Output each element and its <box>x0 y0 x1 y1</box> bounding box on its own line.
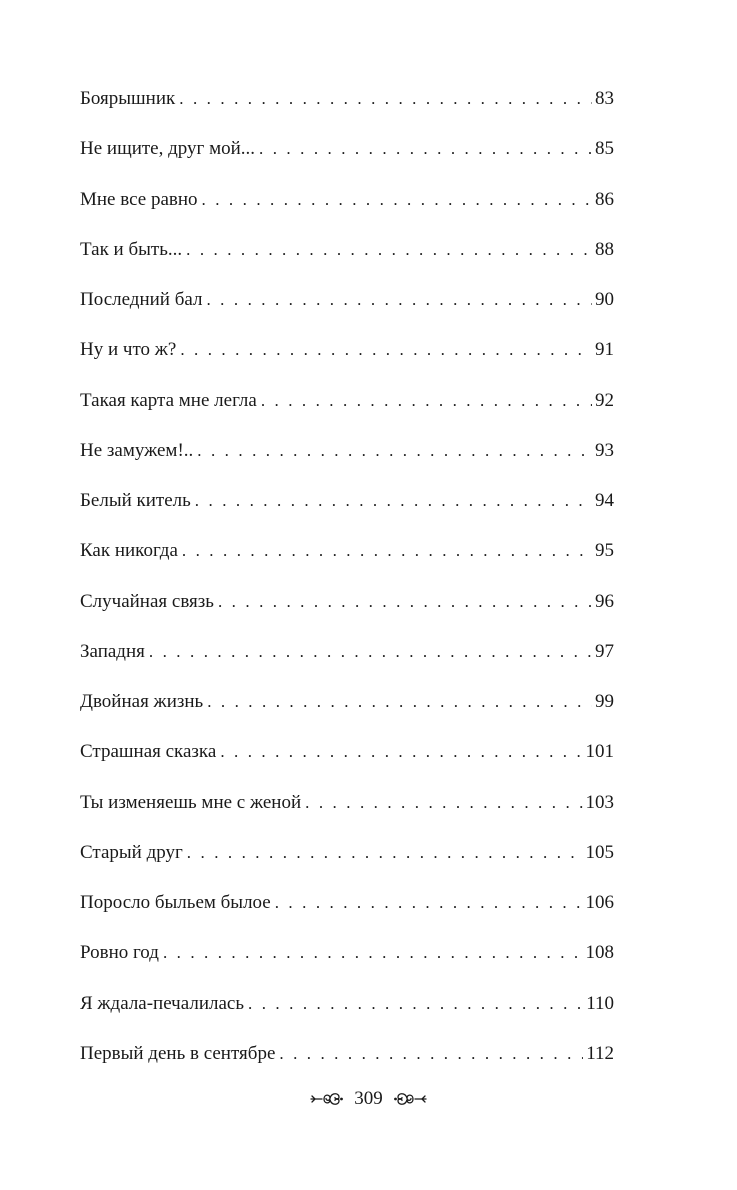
toc-entry-title: Последний бал <box>80 289 203 310</box>
toc-entry <box>80 739 614 789</box>
dot-leader <box>197 438 592 464</box>
toc-entry-title: Западня <box>80 640 145 662</box>
toc-entry-page: 91 <box>595 339 614 361</box>
dot-leader <box>187 840 583 866</box>
toc-entry <box>80 388 614 438</box>
toc-entry <box>80 287 614 337</box>
toc-entry-page: 105 <box>585 841 614 863</box>
toc-entry <box>80 1041 614 1091</box>
toc-entry-title: Старый друг <box>80 841 183 863</box>
dot-leader <box>206 287 592 313</box>
page-footer <box>0 1088 737 1110</box>
toc-entry-page: 90 <box>595 289 614 310</box>
dot-leader <box>279 1041 583 1067</box>
toc-entry-title: Боярышник <box>80 88 176 109</box>
toc-entry-title: Страшная сказка <box>80 741 217 763</box>
toc-entry-page: 85 <box>595 138 614 160</box>
dot-leader <box>202 187 592 213</box>
dot-leader <box>182 538 592 564</box>
dot-leader <box>275 890 583 916</box>
toc-entry <box>80 538 614 588</box>
toc-entry <box>80 187 614 237</box>
toc-entry-page: 94 <box>595 490 614 511</box>
toc-entry-title: Ну и что ж? <box>80 339 177 361</box>
toc-entry-page: 95 <box>595 540 614 562</box>
toc-entry-title: Я ждала-печалилась <box>80 992 245 1014</box>
toc-entry-page: 103 <box>585 791 614 813</box>
flourish-ornament-icon <box>393 1090 427 1108</box>
dot-leader <box>179 86 592 112</box>
toc-entry-page: 99 <box>595 691 614 712</box>
toc-entry-title: Не замужем!.. <box>80 439 194 461</box>
toc-entry <box>80 438 614 488</box>
dot-leader <box>149 639 592 665</box>
toc-entry-title: Случайная связь <box>80 590 214 612</box>
toc-entry-title: Ровно год <box>80 942 159 964</box>
dot-leader <box>261 388 592 414</box>
toc-entry-title: Так и быть... <box>80 238 183 260</box>
toc-entry-page: 86 <box>595 188 614 210</box>
toc-entry-page: 92 <box>595 389 614 411</box>
toc-entry <box>80 991 614 1041</box>
toc-entry <box>80 639 614 689</box>
toc-entry-title: Ты изменяешь мне с женой <box>80 791 302 813</box>
toc-entry-title: Не ищите, друг мой... <box>80 138 256 160</box>
toc-entry-title: Первый день в сентябре <box>80 1042 276 1064</box>
flourish-ornament-icon <box>310 1090 344 1108</box>
dot-leader <box>186 237 592 263</box>
dot-leader <box>180 337 592 363</box>
toc-entry-page: 97 <box>595 640 614 662</box>
toc-entry-page: 93 <box>595 439 614 461</box>
toc-entry-page: 88 <box>595 238 614 260</box>
toc-entry-title: Мне все равно <box>80 188 198 210</box>
toc-entry-title: Двойная жизнь <box>80 691 204 712</box>
toc-entry-page: 101 <box>585 741 614 763</box>
dot-leader <box>248 991 583 1017</box>
dot-leader <box>195 488 592 514</box>
table-of-contents <box>80 86 614 1091</box>
toc-entry-page: 112 <box>586 1042 614 1064</box>
toc-entry-page: 83 <box>595 88 614 109</box>
toc-entry <box>80 790 614 840</box>
dot-leader <box>218 589 592 615</box>
dot-leader <box>207 689 592 715</box>
toc-entry <box>80 488 614 538</box>
toc-entry-title: Белый китель <box>80 490 191 511</box>
toc-entry <box>80 940 614 990</box>
toc-entry <box>80 86 614 136</box>
dot-leader <box>259 136 592 162</box>
toc-entry-page: 110 <box>586 992 614 1014</box>
toc-entry <box>80 589 614 639</box>
toc-entry-page: 108 <box>585 942 614 964</box>
toc-entry <box>80 890 614 940</box>
page-number: 309 <box>354 1088 383 1109</box>
toc-entry-page: 96 <box>595 590 614 612</box>
toc-entry-title: Такая карта мне легла <box>80 389 257 411</box>
dot-leader <box>220 739 582 765</box>
toc-entry <box>80 237 614 287</box>
toc-entry-title: Поросло быльем былое <box>80 892 271 913</box>
dot-leader <box>305 790 582 816</box>
dot-leader <box>163 940 583 966</box>
toc-entry-title: Как никогда <box>80 540 178 562</box>
toc-entry-page: 106 <box>585 892 614 913</box>
toc-entry <box>80 689 614 739</box>
toc-entry <box>80 136 614 186</box>
toc-entry <box>80 337 614 387</box>
toc-entry <box>80 840 614 890</box>
